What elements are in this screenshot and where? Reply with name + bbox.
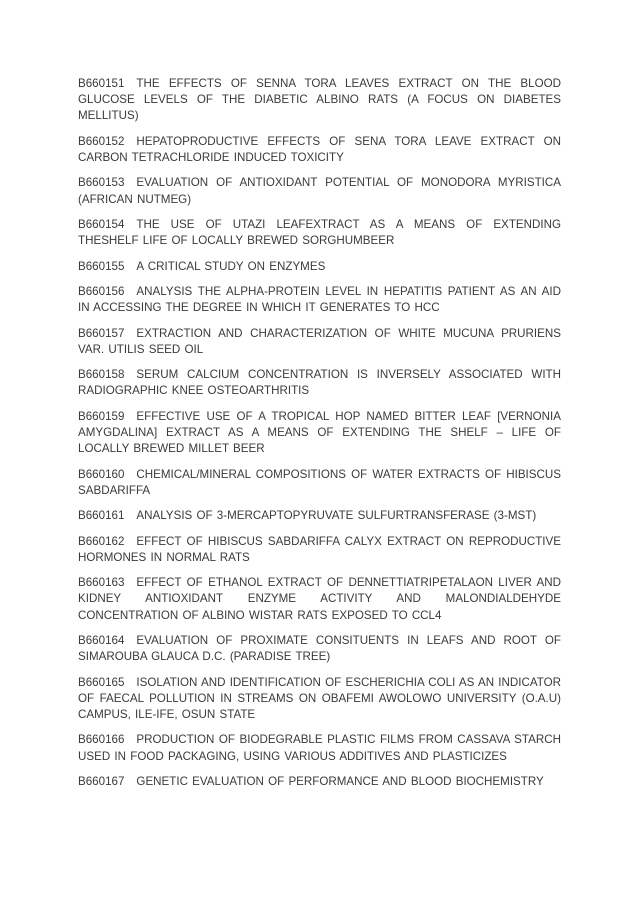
list-item bbox=[78, 367, 561, 399]
entry-title: EVALUATION OF PROXIMATE CONSITUENTS IN LEAFS AND ROOT OF SIMAROUBA GLAUCA D.C. (PARADISE TREE) bbox=[78, 633, 561, 664]
entry-title: EXTRACTION AND CHARACTERIZATION OF WHITE MUCUNA PRURIENS VAR. UTILIS SEED OIL bbox=[78, 326, 561, 356]
entry-code: B660160 bbox=[78, 467, 125, 481]
entry-title: SERUM CALCIUM CONCENTRATION IS INVERSELY ASSOCIATED WITH RADIOGRAPHIC KNEE OSTEOARTHRITIS bbox=[78, 368, 561, 398]
list-item bbox=[78, 284, 561, 316]
entry-title: THE USE OF UTAZI LEAFEXTRACT AS A MEANS OF EXTENDING THESHELF LIFE OF LOCALLY BREWED SORGHUMBEER bbox=[78, 217, 561, 248]
entry-code: B660155 bbox=[78, 259, 125, 273]
list-item bbox=[78, 467, 561, 499]
list-item bbox=[78, 732, 561, 764]
entry-title: ANALYSIS OF 3-MERCAPTOPYRUVATE SULFURTRANSFERASE (3-MST) bbox=[136, 509, 537, 523]
entry-code: B660158 bbox=[78, 368, 125, 382]
entry-code: B660153 bbox=[78, 176, 125, 190]
list-item bbox=[78, 675, 561, 724]
entry-code: B660164 bbox=[78, 633, 125, 647]
list-item bbox=[78, 175, 561, 207]
entry-title: ISOLATION AND IDENTIFICATION OF ESCHERICHIA COLI AS AN INDICATOR OF FAECAL POLLUTION IN STREAMS ON OBAFEMI AWOLOWO UNIVERSITY (O.A.U) CAMPUS, ILE-IFE, OSUN STATE bbox=[78, 675, 562, 721]
list-item bbox=[78, 76, 561, 125]
list-item bbox=[78, 633, 561, 665]
entry-code: B660152 bbox=[78, 134, 125, 148]
entry-title: GENETIC EVALUATION OF PERFORMANCE AND BLOOD BIOCHEMISTRY bbox=[136, 774, 544, 788]
entry-title: ANALYSIS THE ALPHA-PROTEIN LEVEL IN HEPATITIS PATIENT AS AN AID IN ACCESSING THE DEGREE IN WHICH IT GENERATES TO HCC bbox=[78, 284, 561, 315]
entry-title: EFFECT OF ETHANOL EXTRACT OF DENNETTIATRIPETALAON LIVER AND KIDNEY ANTIOXIDANT ENZYME ACTIVITY AND MALONDIALDEHYDE CONCENTRATION OF ALBINO WISTAR RATS EXPOSED TO CCL4 bbox=[78, 576, 561, 622]
entry-title: EFFECT OF HIBISCUS SABDARIFFA CALYX EXTRACT ON REPRODUCTIVE HORMONES IN NORMAL RATS bbox=[78, 534, 561, 564]
list-item bbox=[78, 409, 561, 458]
list-item bbox=[78, 259, 561, 275]
entry-title: A CRITICAL STUDY ON ENZYMES bbox=[136, 259, 326, 273]
entry-title: EVALUATION OF ANTIOXIDANT POTENTIAL OF MONODORA MYRISTICA (AFRICAN NUTMEG) bbox=[78, 176, 561, 206]
list-item bbox=[78, 326, 561, 358]
entry-title: CHEMICAL/MINERAL COMPOSITIONS OF WATER EXTRACTS OF HIBISCUS SABDARIFFA bbox=[78, 467, 561, 497]
list-item bbox=[78, 534, 561, 566]
list-item bbox=[78, 134, 561, 166]
entry-code: B660167 bbox=[78, 774, 125, 788]
entry-code: B660154 bbox=[78, 217, 125, 231]
entry-title: EFFECTIVE USE OF A TROPICAL HOP NAMED BITTER LEAF [VERNONIA AMYGDALINA] EXTRACT AS A MEANS OF EXTENDING THE SHELF – LIFE OF LOCALLY BREWED MILLET BEER bbox=[78, 409, 561, 456]
entry-title: PRODUCTION OF BIODEGRABLE PLASTIC FILMS FROM CASSAVA STARCH USED IN FOOD PACKAGING, USING VARIOUS ADDITIVES AND PLASTICIZES bbox=[78, 733, 561, 763]
entry-code: B660166 bbox=[78, 733, 125, 747]
list-item bbox=[78, 217, 561, 249]
entry-code: B660161 bbox=[78, 509, 125, 523]
list-item bbox=[78, 575, 561, 624]
document-page bbox=[78, 76, 561, 799]
entry-code: B660157 bbox=[78, 326, 125, 340]
list-item bbox=[78, 508, 561, 524]
list-item bbox=[78, 774, 561, 790]
entry-code: B660151 bbox=[78, 77, 125, 90]
entry-code: B660163 bbox=[78, 576, 125, 590]
entry-code: B660156 bbox=[78, 284, 125, 298]
entry-title: HEPATOPRODUCTIVE EFFECTS OF SENA TORA LEAVE EXTRACT ON CARBON TETRACHLORIDE INDUCED TOXICITY bbox=[78, 134, 561, 164]
entry-code: B660165 bbox=[78, 675, 125, 689]
entry-code: B660162 bbox=[78, 534, 125, 548]
entry-code: B660159 bbox=[78, 409, 125, 423]
entry-title: THE EFFECTS OF SENNA TORA LEAVES EXTRACT ON THE BLOOD GLUCOSE LEVELS OF THE DIABETIC ALBINO RATS (A FOCUS ON DIABETES MELLITUS) bbox=[78, 77, 561, 123]
